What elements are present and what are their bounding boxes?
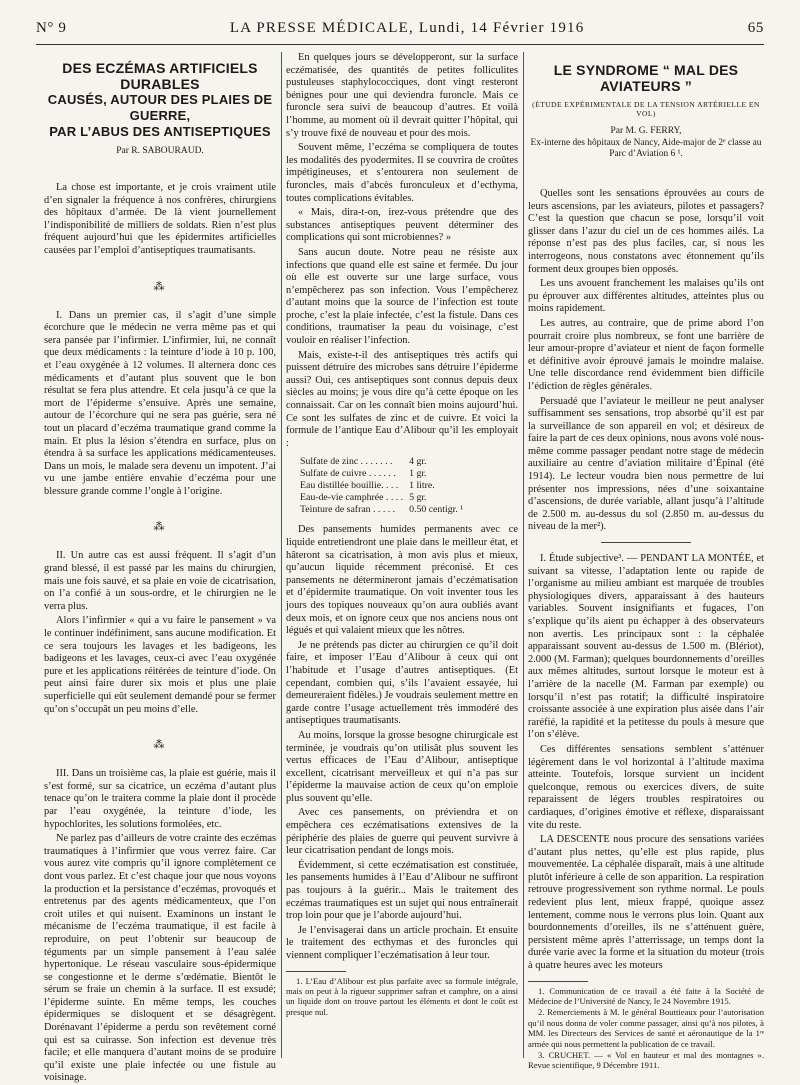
issue-number: N° 9 xyxy=(36,20,67,36)
footnote: 1. L’Eau d’Alibour est plus parfaite avec sa formule intégrale, mais on peut à la rigueur supprimer safran et camphre, on a ainsi un liquide dont on trouve partout les éléments et dont le coût est presque nul. xyxy=(286,975,518,1017)
formula-row: Eau distillée bouillie. . . . 1 litre. xyxy=(300,480,435,492)
footnote: 3. CRUCHET. — « Vol en hauteur et mal des montagnes ». Revue scientifique, 9 Décembre 1911. xyxy=(528,1050,764,1071)
formula-row: Sulfate de zinc . . . . . . . 4 gr. xyxy=(300,456,427,468)
paragraph: Je ne prétends pas dicter au chirurgien ce qu’il doit faire, et imposer l’Eau d’Alibour à ceux qui ont l’habitude et l’usage d’autres antiseptiques. (Et cependant, combien qui, s’ils l’avaient essayée, lui demeureraient fidèles.) Je voudrais seulement mettre en garde contre l’usage actuellement très immodéré des antiseptiques traumatisants. xyxy=(286,639,518,727)
column-1 xyxy=(44,52,276,1084)
formula-row: Sulfate de cuivre . . . . . . 1 gr. xyxy=(300,468,427,480)
paragraph: Persuadé que l’aviateur le meilleur ne peut analyser suffisamment ses sensations, trop absorbé qu’il est par la surveillance de son appareil en vol; et désireux de faire la part de ces deux opinions, nous avons volé nous-même comme passager pendant notre stage de médecin auxiliaire au centre d’aviation militaire d’Épinal (été 1914). Le lecteur voudra bien nous permettre de lui présenter nos impressions, nées d’une soixantaine d’ascensions, de durée variable, allant jusqu’à l’altitude de 2.500 m. au-dessus du sol (2.850 m. au-dessus du niveau de la mer²). xyxy=(528,395,764,533)
footnote-rule xyxy=(528,981,588,982)
section-separator: ⁂ xyxy=(153,521,167,534)
section-separator: ⁂ xyxy=(153,739,167,752)
section-separator: ⁂ xyxy=(153,280,167,293)
formula-row: Eau-de-vie camphrée . . . . 5 gr. xyxy=(300,492,427,504)
paragraph: Des pansements humides permanents avec ce liquide entretiendront une plaie dans le meilleur état, et hâteront sa cicatrisation, à mon avis plus et mieux, qu’aucun liquide récemment préconisé. Et ces pansements ne détermineront jamais d’eczématisation et d’épidermite traumatique. On voit inventer tous les jours des topiques nouveaux qu’on aura oubliés avant deux mois, et on ignore ceux que nos anciens nous ont légués et qui valaient mieux que les nôtres. xyxy=(286,524,518,637)
footnote-rule xyxy=(286,971,346,972)
paragraph: III. Dans un troisième cas, la plaie est guérie, mais il s’est formé, sur sa cicatrice, un eczéma d’autant plus tenace qu’on le traitera comme la plaie dont il procède par l’eau oxygénée, la teinture d’iode, les hypochlorites, les solutions formolées, etc. xyxy=(44,768,276,830)
paragraph: Alors l’infirmier « qui a vu faire le pansement » va le continuer indéfiniment, sans aucune modification. Et ce sera toujours les lavages et les badigeons, les badigeons et les lavages, ceux-ci avec l’eau oxygénée pure et les applications réitérées de teinture d’iode. On peut ainsi faire durer six mois et plus une plaie superficielle qui eût seulement demandé pour se fermer qu’on s’occupât un peu moins d’elle. xyxy=(44,615,276,715)
paragraph: Souvent même, l’eczéma se compliquera de toutes les modalités des pyodermites. Il se couvrira de croûtes impétigineuses, et s’entourera non seulement de furoncles, mais d’abcès furonculeux et d’ecthyma, toutes complications évitables. xyxy=(286,142,518,204)
column-3 xyxy=(528,52,764,1071)
article1-title: DES ECZÉMAS ARTIFICIELS DURABLES CAUSÉS, AUTOUR DES PLAIES DE GUERRE, PAR L’ABUS DES ANTISEPTIQUES xyxy=(47,60,273,139)
section-rule xyxy=(601,542,691,543)
paragraph: Sans aucun doute. Notre peau ne résiste aux infections que quand elle est saine et fermée. Du jour où elle est ouverte sur une large surface, vous n’empêcherez pas son infection. Vous l’empêcherez d’autant moins que la source de l’infection est toute proche, c’est la plaie infectée, c’est la fistule. Dans ces conditions, traumatiser la peau du voisinage, c’est vouloir en réaliser l’infection. xyxy=(286,246,518,347)
footnote: 2. Remerciements à M. le général Bouttieaux pour l’autorisation qu’il nous donna de voler comme passager, ainsi qu’à nos pilotes, à MM. les Directeurs des Services de santé et aéronautique de la 1ʳᵉ armée qui nous permettent la publication de ce travail. xyxy=(528,1007,764,1049)
column-divider xyxy=(523,52,524,1058)
page-number: 65 xyxy=(747,20,764,36)
paragraph: Les autres, au contraire, que de prime abord l’on pourrait croire plus nombreux, se font une barrière de leur amour-propre d’aviateur et nient de façon formelle et définitive avoir éprouvé jamais le moindre malaise. Une telle discordance rend évidemment bien difficile l’édiction de règles générales. xyxy=(528,317,764,392)
page-header xyxy=(36,20,764,42)
paragraph: I. Étude subjective³. — PENDANT LA MONTÉE, et suivant sa vitesse, l’adaptation lente ou rapide de l’organisme au milieu ambiant est marquée de troubles physiologiques divers, apparaissant à des hauteurs variables. Souvent insignifiants et fugaces, l’on s’explique qu’ils aient pu échapper à des observateurs non avertis. Les principaux sont : la céphalée apparaissant souvent au-dessus de 1.500 m. (Blériot), 2.000 (M. Farman); quelques bourdonnements d’oreilles aux mêmes altitudes, surtout lorsque le moteur est à l’arrière de la nacelle (M. Farman par exemple) ou lorsqu’il n’est pas rotatif; la difficulté inspiratoire croissante associée à une expiration plus aisée dans l’air raréfié, la rapidité et la petitesse du pouls à mesure que l’on s’élève. xyxy=(528,553,764,741)
paragraph: Mais, existe-t-il des antiseptiques très actifs qui puissent détruire des microbes sans détruire l’épiderme aussi? Oui, ces antiseptiques sont connus depuis deux siècles au moins; je vous dire qu’à cette époque on les connaissait. Car on les connaît bien moins aujourd’hui. Ce sont les sulfates de zinc et de cuivre. Et voici la formule de l’antique Eau d’Alibour qu’il les employait : xyxy=(286,349,518,449)
article2-author: Par M. G. FERRY, xyxy=(610,126,682,136)
paragraph: Les uns avouent franchement les malaises qu’ils ont pu éprouver aux différentes altitudes, atteintes plus ou moins rapidement. xyxy=(528,278,764,315)
paragraph: Ne parlez pas d’ailleurs de votre crainte des eczémas traumatiques à l’infirmier que vous verrez faire. Car vous aurez vite compris qu’il ignore complètement ce dont vous parlez. Et c’est chaque jour que nous voyons la production et la persistance d’eczémas, provoqués et entretenus par des agents médicamenteux, que l’on croit utiles et qui nuisent. Examinons un instant le mécanisme de l’eczéma traumatique, il est facile à reproduire, on peut l’obtenir sur beaucoup de téguments par un simple pansement à l’eau salée hypertonique. Le réseau vasculaire sous-épidermique se congestionne et le derme s’œdématie. Bientôt le sérum se fraie un chemin à la surface. Il est exsudé; l’épiderme suinte. En même temps, les couches épidermiques se disloquent et se désagrègent. Dorénavant l’épiderme a perdu son revêtement corné qui est sa cuirasse. Son infection est devenue très facile; et elle manquera d’autant moins de se produire qu’il existe une plaie infectée ou une fistule au voisinage. xyxy=(44,833,276,1084)
paragraph: Je l’envisagerai dans un article prochain. Et ensuite le traitement des ecthymas et des furoncles qui viennent compliquer l’eczématisation à leur tour. xyxy=(286,924,518,961)
footnote: 1. Communication de ce travail a été faite à la Société de Médecine de l’Université de Nancy, le 24 Novembre 1915. xyxy=(528,985,764,1007)
paragraph: II. Un autre cas est aussi fréquent. Il s’agit d’un grand blessé, il est passé par les mains du chirurgien, mais une fois sauvé, et sa plaie en voie de cicatrisation, on l’a confié à un sous-ordre, et le chirurgien ne le verra plus. xyxy=(44,550,276,612)
paragraph: LA DESCENTE nous procure des sensations variées d’autant plus nettes, qu’elle est plus rapide, plus mouvementée. La céphalée disparaît, mais à une altitude plutôt inférieure à celle de son apparition. La respiration retrouve progressivement son rythme normal. Le pouls redevient plus lent, mieux frappé, quoique assez lentement, comme nous le verrons plus loin. Quant aux bourdonnements d’oreilles, ils ne s’atténuent guère, persistent même après l’atterrissage, un temps dont la durée varie avec la forme et la situation du moteur (trois à quatre heures avec les moteurs xyxy=(528,834,764,972)
paragraph: Ces différentes sensations semblent s’atténuer légèrement dans le vol horizontal à l’altitude maxima atteinte. Toutefois, lorsque survient un incident quelconque, remous ou exercices divers, de suite reparaissent de légers troubles respiratoires ou cardiaques, d’origines émotive et réflexe, disparaissant vite du reste. xyxy=(528,743,764,831)
formula-row: Teinture de safran . . . . . 0.50 centigr. ¹ xyxy=(300,504,464,516)
paragraph: La chose est importante, et je crois vraiment utile d’en signaler la fréquence à nos confrères, chirurgiens des hôpitaux d’armée. De là vient journellement l’indisponibilité de milliers de soldats. Rien n’est plus fréquent aujourd’hui que les épidermites artificielles causées par l’emploi d’antiseptiques traumatisants. xyxy=(44,182,276,256)
article1-author: Par R. SABOURAUD. xyxy=(116,146,204,156)
article2-title: LE SYNDROME “ MAL DES AVIATEURS ” xyxy=(553,62,739,94)
paragraph: Quelles sont les sensations éprouvées au cours de leurs ascensions, par les aviateurs, pilotes et passagers? C’est la question que chacun se pose, lorsqu’il voit glisser dans l’azur du ciel un de ces hommes ailés. La réponse n’est pas des plus faciles, car, si nous les interrogeons, nous constatons avec étonnement qu’ils forment deux groupes bien opposés. xyxy=(528,188,764,275)
journal-title-date: LA PRESSE MÉDICALE, Lundi, 14 Février 1916 xyxy=(229,20,585,36)
column-2 xyxy=(286,52,518,1068)
article2-subtitle: (ÉTUDE EXPÉRIMENTALE DE LA TENSION ARTÉRIELLE EN VOL) xyxy=(532,100,760,118)
paragraph: I. Dans un premier cas, il s’agit d’une simple écorchure que le médecin ne verra même pas et qui sera pansée par l’infirmier. L’infirmier, lui, ne connaît que deux médicaments : la teinture d’iode à 10 p. 100, et l’eau oxygénée à 12 volumes. Il alternera donc ces médicaments et d’autant plus souvent que le bon résultat se fera plus attendre. Et cela jusqu’à ce que la mort de l’épiderme s’ensuive. Après une semaine, autour de l’écorchure qui ne sera pas guérie, sera né tout un placard d’eczéma traumatique grand comme la main. Et plus la lésion s’étendra en surface, plus on étendra à sa surface les applications médicamenteuses. Dans un mois, le malade sera devenu un impotent. J’ai vu une jambe entière envahie d’eczéma pour une blessure grande comme l’ongle à l’origine. xyxy=(44,309,276,497)
paragraph: Évidemment, si cette eczématisation est constituée, les pansements humides à l’Eau d’Alibour ne suffiront pas toujours à la guérir... Mais le traitement des eczémas traumatiques est un sujet qui nous entraînerait trop loin pour que je l’aborde aujourd’hui. xyxy=(286,859,518,922)
paragraph: « Mais, dira-t-on, irez-vous prétendre que des substances antiseptiques peuvent déterminer des complications qui sont microbiennes? » xyxy=(286,207,518,244)
article2-affiliation: Ex-interne des hôpitaux de Nancy, Aide-major de 2ᵉ classe au Parc d’Aviation 6 ¹. xyxy=(530,138,762,159)
formula-table xyxy=(300,456,469,516)
paragraph: Avec ces pansements, on préviendra et on empêchera ces eczématisations extensives de la périphérie des plaies de guerre qui peuvent survivre à leur cicatrisation pendant de longs mois. xyxy=(286,807,518,857)
paragraph: En quelques jours se développeront, sur la surface eczématisée, des quantités de petites folliculites pustuleuses staphylococciques, dont vingt resteront bénignes pour une qui deviendra furoncle. Mais ce furoncle sera suivi de beaucoup d’autres. Et voilà l’homme, au moment où il devrait quitter l’hôpital, qui s’y trouve fixé de nouveau et pour des mois. xyxy=(286,52,518,139)
header-rule xyxy=(36,44,764,45)
paragraph: Au moins, lorsque la grosse besogne chirurgicale est terminée, je voudrais qu’on utilisât plus souvent les vertus efficaces de l’Eau d’Alibour, antiseptique excellent, cicatrisant merveilleux et qui n’a pas sur l’épiderme la mauvaise action de ceux qu’on emploie plus souvent qu’elle. xyxy=(286,729,518,804)
column-divider xyxy=(281,52,282,1058)
